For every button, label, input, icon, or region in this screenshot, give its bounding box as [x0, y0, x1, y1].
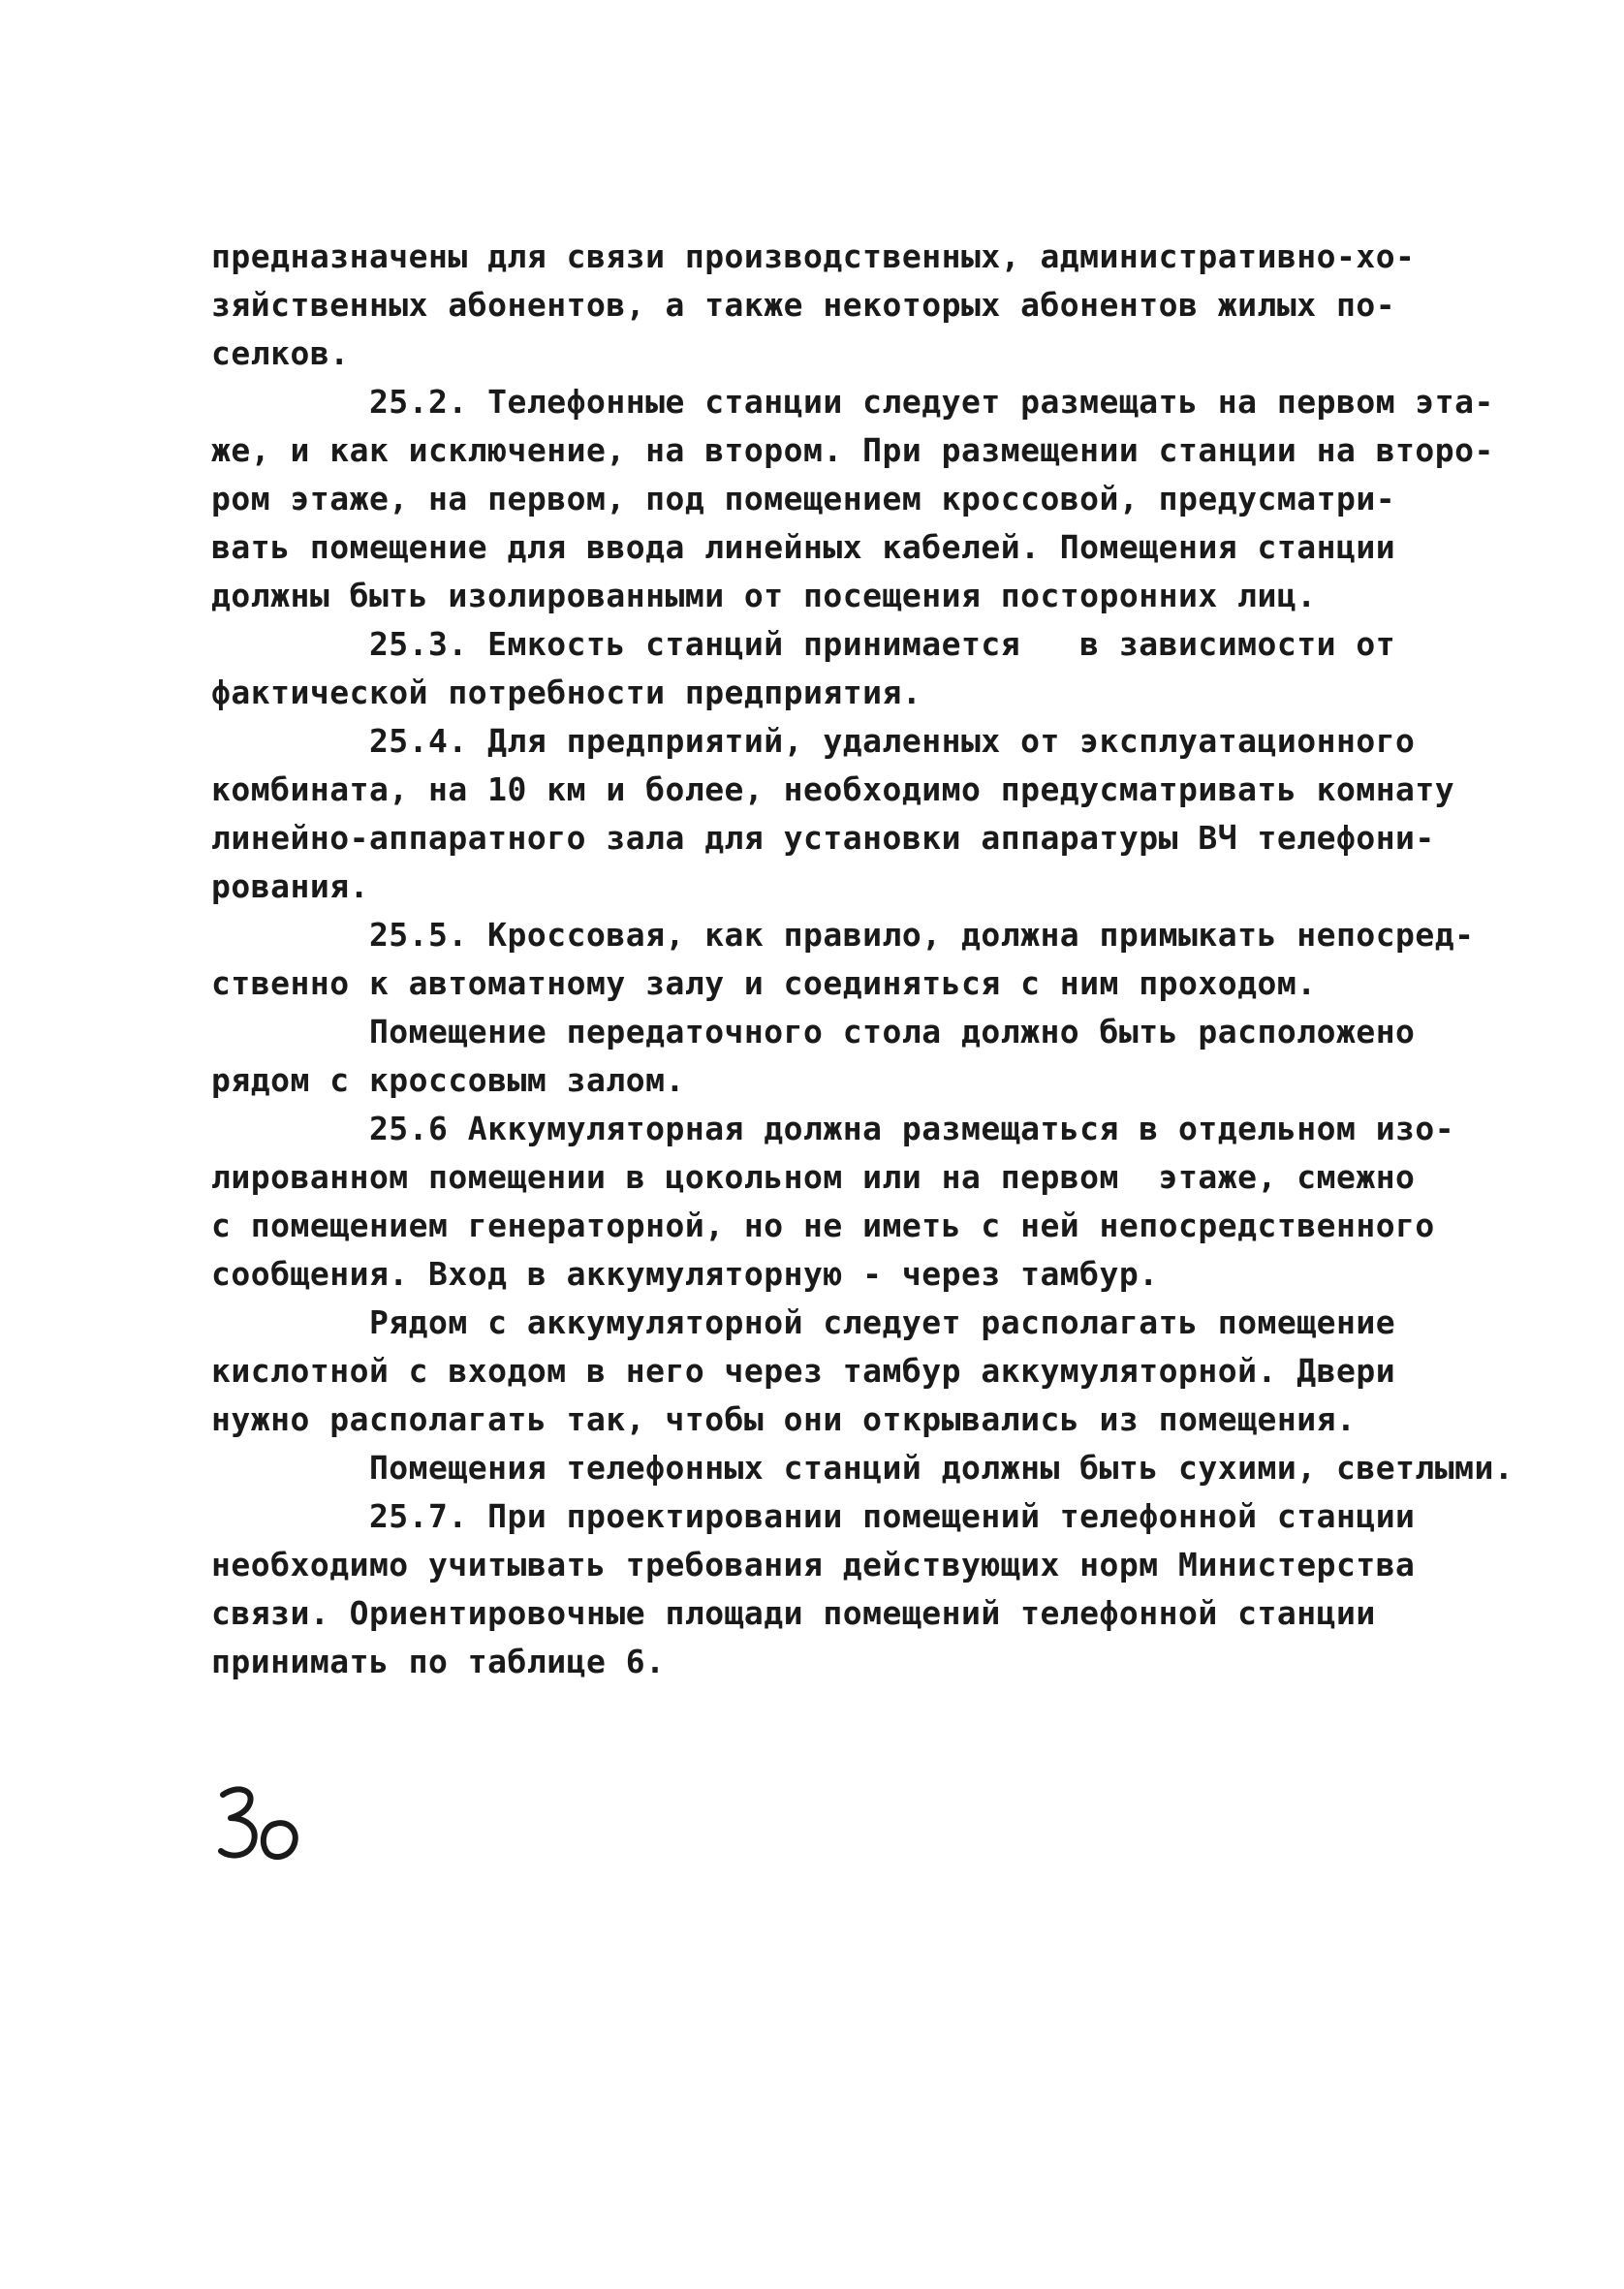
text-line: связи. Ориентировочные площади помещений телефонной станции — [211, 1594, 1376, 1632]
text-line: необходимо учитывать требования действующих норм Министерства — [211, 1546, 1416, 1583]
text-line: кислотной с входом в него через тамбур аккумуляторной. Двери — [211, 1352, 1396, 1390]
text-line: принимать по таблице 6. — [211, 1643, 666, 1680]
text-line: 25.4. Для предприятий, удаленных от эксплуатационного — [211, 722, 1416, 760]
text-line: предназначены для связи производственных, административно-хо- — [211, 237, 1416, 275]
text-line: Помещение передаточного стола должно быть расположено — [211, 1013, 1416, 1050]
text-line: фактической потребности предприятия. — [211, 674, 922, 711]
text-line: зяйственных абонентов, а также некоторых абонентов жилых по- — [211, 286, 1396, 324]
body-text — [211, 233, 1515, 1686]
text-line: должны быть изолированными от посещения посторонних лиц. — [211, 577, 1317, 614]
text-line: рования. — [211, 867, 369, 905]
text-line: сообщения. Вход в аккумуляторную - через тамбур. — [211, 1255, 1159, 1293]
text-line: линейно-аппаратного зала для установки аппаратуры ВЧ телефони- — [211, 819, 1435, 857]
text-line: нужно располагать так, чтобы они открывались из помещения. — [211, 1400, 1357, 1438]
text-line: 25.6 Аккумуляторная должна размещаться в отдельном изо- — [211, 1110, 1455, 1147]
text-line: 25.7. При проектировании помещений телефонной станции — [211, 1497, 1416, 1535]
text-line: 25.5. Кроссовая, как правило, должна примыкать непосред- — [211, 916, 1475, 954]
text-line: же, и как исключение, на втором. При размещении станции на второ- — [211, 431, 1494, 469]
handwritten-page-number-glyph — [215, 1781, 302, 1868]
text-line: 25.3. Емкость станций принимается в зависимости от — [211, 625, 1396, 663]
text-line: с помещением генераторной, но не иметь с ней непосредственного — [211, 1207, 1435, 1244]
text-line: Рядом с аккумуляторной следует располагать помещение — [211, 1303, 1396, 1341]
text-line: ром этаже, на первом, под помещением кроссовой, предусматри- — [211, 480, 1396, 517]
text-line: ственно к автоматному залу и соединяться с ним проходом. — [211, 964, 1317, 1002]
text-line: 25.2. Телефонные станции следует размещать на первом эта- — [211, 383, 1494, 421]
text-line: комбината, на 10 км и более, необходимо предусматривать комнату — [211, 770, 1455, 808]
text-line: вать помещение для ввода линейных кабелей. Помещения станции — [211, 528, 1396, 566]
text-line: лированном помещении в цокольном или на первом этаже, смежно — [211, 1158, 1416, 1196]
text-line: рядом с кроссовым залом. — [211, 1061, 685, 1099]
text-line: селков. — [211, 334, 350, 372]
handwritten-page-number — [215, 1781, 302, 1868]
text-line: Помещения телефонных станций должны быть сухими, светлыми. — [211, 1449, 1515, 1487]
